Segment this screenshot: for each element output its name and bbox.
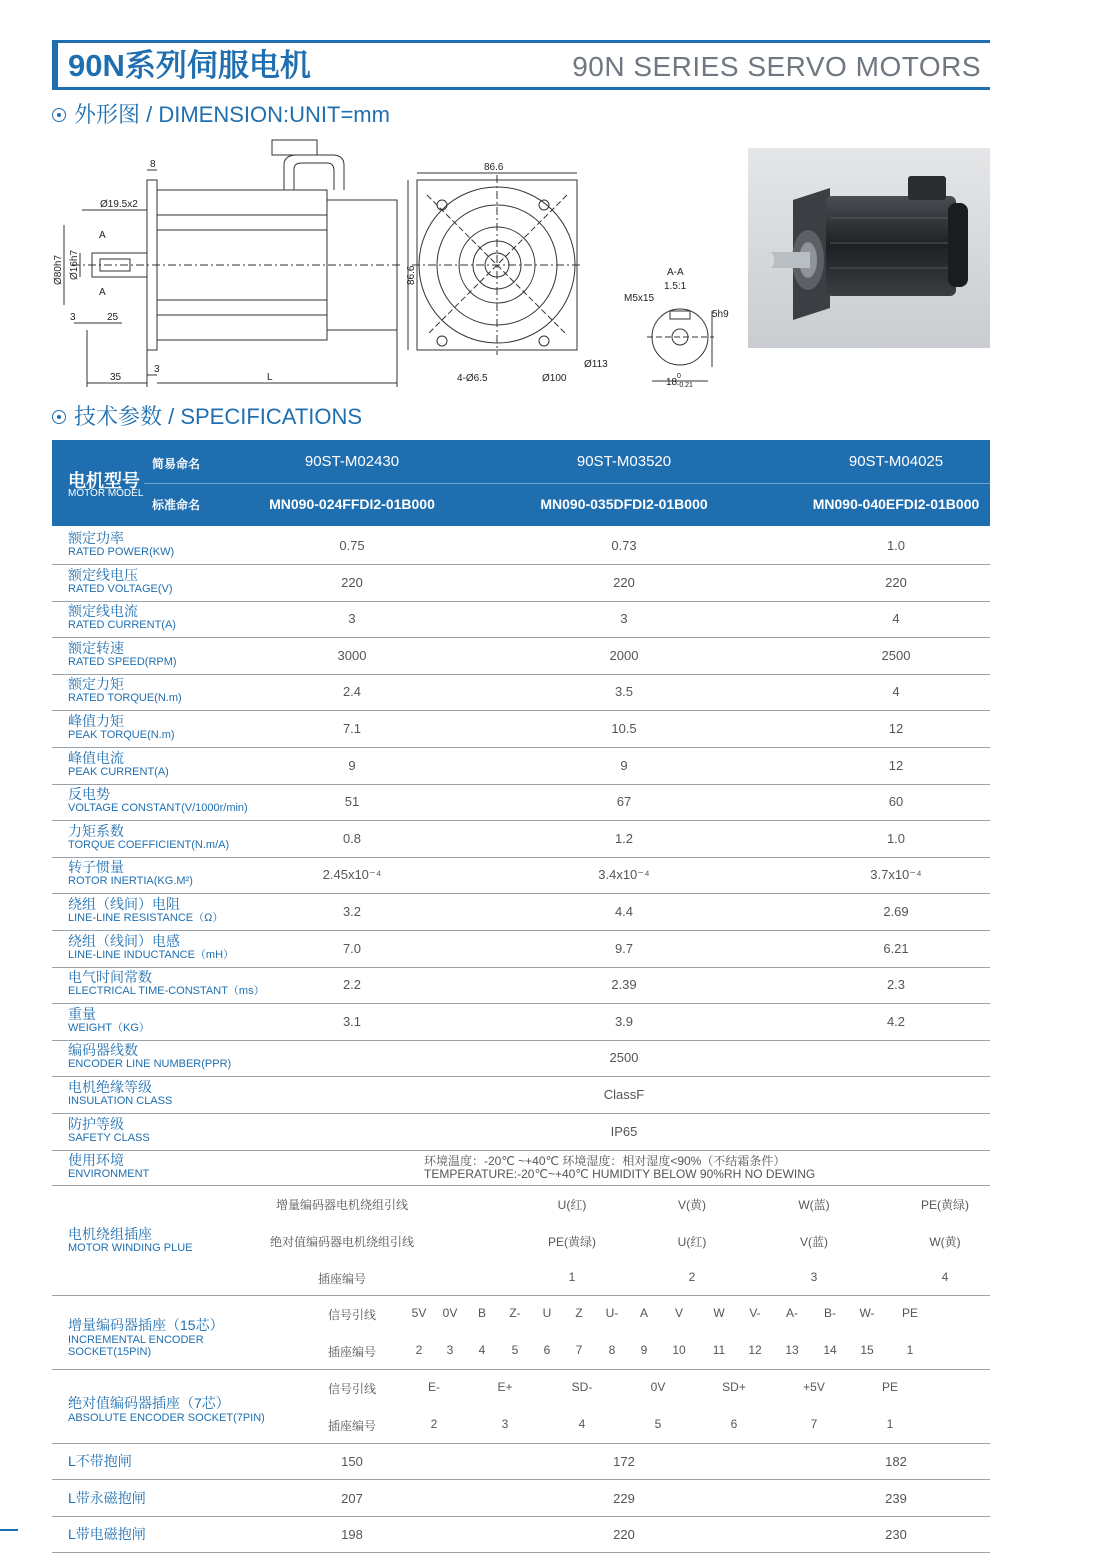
environment-row — [52, 1149, 990, 1186]
spec-value: IP65 — [610, 1124, 638, 1139]
spec-value: 67 — [616, 794, 632, 809]
inc-encoder-label-en2: SOCKET(15PIN) — [68, 1346, 152, 1358]
inc-pin: 5 — [511, 1343, 519, 1357]
pin-label: 插座编号 — [327, 1345, 376, 1359]
inc-pin: 12 — [748, 1343, 762, 1357]
spec-value: 10.5 — [611, 721, 637, 736]
abs-pin: 6 — [730, 1417, 738, 1431]
spec-label-en: PEAK TORQUE(N.m) — [68, 729, 175, 741]
spec-value: 2.3 — [886, 977, 906, 992]
winding-value: U(红) — [557, 1198, 587, 1212]
inc-signal: V- — [749, 1306, 761, 1320]
spec-label-cn: 力矩系数 — [68, 823, 124, 839]
spec-value: 3 — [620, 611, 628, 626]
spec-value: 6.21 — [883, 941, 909, 956]
dim-35: 35 — [110, 372, 122, 383]
spec-label-en: PEAK CURRENT(A) — [68, 766, 169, 778]
section-dimension-title: 外形图 / DIMENSION:UNIT=mm — [74, 102, 390, 127]
winding-value: PE(黄绿) — [920, 1198, 969, 1212]
dim-100: Ø100 — [542, 373, 567, 384]
length-value: 229 — [613, 1491, 635, 1506]
length-value: 230 — [885, 1527, 907, 1542]
winding-sublabel: 增量编码器电机绕组引线 — [275, 1198, 408, 1212]
spec-value: 2.45x10⁻⁴ — [322, 867, 382, 882]
inc-pin: 11 — [712, 1343, 726, 1357]
dim-l: L — [267, 372, 273, 383]
short-name-label: 简易命名 — [152, 457, 201, 471]
dimension-drawing — [52, 135, 742, 395]
spec-value: 9 — [348, 758, 356, 773]
spec-value: ClassF — [603, 1087, 645, 1102]
abs-encoder-row — [52, 1369, 990, 1444]
length-value: 198 — [341, 1527, 363, 1542]
dim-18-upper-tol: 0 — [677, 373, 681, 380]
dim-3b: 3 — [154, 364, 160, 375]
inc-pin: 6 — [543, 1343, 551, 1357]
dim-18-tol: -0.21 — [677, 382, 693, 389]
spec-label-cn: 额定线电压 — [68, 567, 138, 583]
spec-value: 0.8 — [342, 831, 362, 846]
spec-row — [52, 564, 990, 602]
inc-signal: Z- — [509, 1306, 521, 1320]
abs-signal: PE — [881, 1380, 898, 1394]
spec-row — [52, 673, 990, 711]
dim-m5: M5x15 — [624, 293, 655, 304]
spec-value: 3.2 — [342, 904, 362, 919]
inc-signal: U — [542, 1306, 552, 1320]
header-accent-bar — [52, 43, 58, 87]
inc-encoder-row — [52, 1295, 990, 1370]
length-value: 150 — [341, 1454, 363, 1469]
circle-bullet-icon — [52, 108, 66, 122]
spec-label-cn: 编码器线数 — [68, 1042, 138, 1058]
abs-signal: E- — [428, 1380, 440, 1394]
abs-pin: 2 — [430, 1417, 438, 1431]
abs-pin: 3 — [501, 1417, 509, 1431]
page-title-cn: 90N系列伺服电机 — [68, 48, 311, 83]
spec-label-en: INSULATION CLASS — [68, 1095, 173, 1107]
signal-label: 信号引线 — [327, 1382, 376, 1396]
inc-encoder-label-en1: INCREMENTAL ENCODER — [68, 1334, 204, 1346]
winding-label-cn: 电机绕组插座 — [68, 1226, 152, 1242]
dim-86-6-side: 86.6 — [406, 265, 417, 285]
spec-value: 220 — [613, 575, 635, 590]
standard-name-2: MN090-035DFDI2-01B000 — [540, 496, 708, 512]
spec-value: 12 — [888, 721, 904, 736]
signal-label: 信号引线 — [327, 1308, 376, 1322]
pin-label: 插座编号 — [327, 1419, 376, 1433]
spec-row-span — [52, 1113, 990, 1151]
spec-label-cn: 电机绝缘等级 — [68, 1079, 152, 1095]
spec-value: 2.2 — [342, 977, 362, 992]
spec-value: 1.2 — [614, 831, 634, 846]
spec-value: 1.0 — [886, 538, 906, 553]
inc-pin: 1 — [906, 1343, 914, 1357]
spec-row — [52, 1003, 990, 1041]
inc-signal: W- — [859, 1306, 875, 1320]
spec-table-header — [52, 440, 990, 526]
inc-pin: 14 — [823, 1343, 837, 1357]
spec-value: 220 — [341, 575, 363, 590]
spec-label-cn: 额定功率 — [68, 530, 124, 546]
spec-row — [52, 710, 990, 748]
abs-encoder-label-en: ABSOLUTE ENCODER SOCKET(7PIN) — [68, 1412, 265, 1424]
spec-value: 7.0 — [342, 941, 362, 956]
inc-pin: 4 — [478, 1343, 486, 1357]
spec-label-cn: 峰值电流 — [68, 750, 124, 766]
dim-3a: 3 — [70, 312, 76, 323]
spec-label-en: LINE-LINE INDUCTANCE（mH） — [68, 949, 235, 961]
length-value: 172 — [613, 1454, 635, 1469]
spec-row — [52, 527, 990, 565]
winding-value: 4 — [941, 1270, 949, 1284]
spec-value: 9 — [620, 758, 628, 773]
spec-value: 3 — [348, 611, 356, 626]
standard-name-1: MN090-024FFDI2-01B000 — [269, 496, 435, 512]
length-value: 182 — [885, 1454, 907, 1469]
inc-signal: 0V — [442, 1306, 458, 1320]
standard-name-label: 标准命名 — [152, 498, 201, 512]
spec-value: 2.69 — [883, 904, 909, 919]
spec-value: 7.1 — [342, 721, 362, 736]
inc-signal: V — [674, 1306, 683, 1320]
spec-value: 9.7 — [614, 941, 634, 956]
inc-encoder-label-cn: 增量编码器插座（15芯） — [68, 1317, 224, 1333]
spec-label-cn: 绕组（线间）电感 — [68, 933, 180, 949]
inc-signal: PE — [901, 1306, 918, 1320]
dim-19-5: Ø19.5x2 — [100, 199, 138, 210]
spec-label-en: RATED TORQUE(N.m) — [68, 692, 182, 704]
spec-value: 2.39 — [611, 977, 637, 992]
length-value: 220 — [613, 1527, 635, 1542]
spec-label-cn: 绕组（线间）电阻 — [68, 896, 180, 912]
spec-label-en: RATED SPEED(RPM) — [68, 656, 177, 668]
spec-row — [52, 783, 990, 821]
length-value: 207 — [341, 1491, 363, 1506]
abs-signal: SD+ — [722, 1380, 746, 1394]
abs-encoder-label-cn: 绝对值编码器插座（7芯） — [68, 1395, 230, 1411]
length-label: L不带抱闸 — [68, 1453, 132, 1469]
circle-bullet-icon — [52, 410, 66, 424]
inc-signal: Z — [575, 1306, 583, 1320]
length-row — [52, 1480, 990, 1517]
short-name-3: 90ST-M04025 — [848, 453, 944, 470]
dim-a-top: A — [99, 230, 106, 241]
dim-8: 8 — [150, 159, 156, 170]
spec-row — [52, 856, 990, 894]
inc-pin: 2 — [415, 1343, 423, 1357]
spec-label-en: VOLTAGE CONSTANT(V/1000r/min) — [68, 802, 248, 814]
abs-signal: +5V — [803, 1380, 825, 1394]
spec-value: 1.0 — [886, 831, 906, 846]
spec-value: 51 — [344, 794, 360, 809]
header-top-rule — [52, 40, 990, 43]
spec-label-en: RATED VOLTAGE(V) — [68, 583, 173, 595]
dim-80: Ø80h7 — [53, 254, 64, 285]
dim-section-aa: A-A — [667, 267, 684, 278]
spec-value: 4.4 — [614, 904, 634, 919]
inc-signal: B- — [824, 1306, 836, 1320]
length-row — [52, 1443, 990, 1480]
spec-row — [52, 966, 990, 1004]
abs-pin: 7 — [810, 1417, 818, 1431]
spec-label-en: RATED CURRENT(A) — [68, 619, 176, 631]
winding-label-en: MOTOR WINDING PLUE — [68, 1242, 193, 1254]
inc-pin: 15 — [860, 1343, 874, 1357]
length-row — [52, 1516, 990, 1553]
length-label: L带电磁抱闸 — [68, 1526, 146, 1542]
spec-label-cn: 额定力矩 — [68, 676, 124, 692]
dim-18: 18 — [666, 377, 678, 388]
spec-value: 60 — [888, 794, 904, 809]
spec-row — [52, 820, 990, 858]
winding-value: U(红) — [677, 1235, 707, 1249]
spec-label-cn: 峰值力矩 — [68, 713, 124, 729]
short-name-1: 90ST-M02430 — [304, 453, 400, 470]
inc-signal: 5V — [411, 1306, 427, 1320]
inc-signal: A — [639, 1306, 648, 1320]
motor-photo — [748, 148, 990, 348]
section-specs — [52, 403, 362, 431]
spec-label-en: SAFETY CLASS — [68, 1132, 150, 1144]
spec-value: 3.7x10⁻⁴ — [870, 867, 922, 882]
dim-5h9: 5h9 — [712, 309, 729, 320]
spec-label-cn: 转子惯量 — [68, 859, 124, 875]
spec-label-en: ROTOR INERTIA(KG.M²) — [68, 875, 193, 887]
spec-label-cn: 额定线电流 — [68, 603, 138, 619]
spec-value: 4 — [892, 684, 900, 699]
winding-value: 3 — [810, 1270, 818, 1284]
spec-value: 2000 — [609, 648, 639, 663]
spec-value: 3.9 — [614, 1014, 634, 1029]
spec-row — [52, 930, 990, 968]
winding-value: PE(黄绿) — [547, 1235, 596, 1249]
spec-label-en: RATED POWER(KW) — [68, 546, 175, 558]
spec-label-en: ELECTRICAL TIME-CONSTANT（ms） — [68, 985, 265, 997]
inc-signal: A- — [786, 1306, 798, 1320]
spec-value: 3.1 — [342, 1014, 362, 1029]
winding-sublabel: 插座编号 — [317, 1272, 366, 1286]
margin-tick — [0, 1529, 18, 1531]
spec-row-span — [52, 1076, 990, 1114]
abs-pin: 1 — [886, 1417, 894, 1431]
winding-sublabel: 绝对值编码器电机绕组引线 — [269, 1235, 414, 1249]
spec-label-en: TORQUE COEFFICIENT(N.m/A) — [68, 839, 230, 851]
winding-value: 1 — [568, 1270, 576, 1284]
spec-value: 0.75 — [339, 538, 365, 553]
winding-row — [52, 1185, 990, 1296]
length-value: 239 — [885, 1491, 907, 1506]
winding-value: 2 — [688, 1270, 696, 1284]
inc-signal: W — [713, 1306, 725, 1320]
spec-row — [52, 747, 990, 785]
page-title-en: 90N SERIES SERVO MOTORS — [572, 51, 981, 82]
inc-signal: U- — [605, 1306, 619, 1320]
spec-row-span — [52, 1039, 990, 1077]
inc-pin: 8 — [608, 1343, 616, 1357]
dim-scale: 1.5:1 — [664, 281, 687, 292]
section-dimension — [52, 101, 390, 129]
abs-signal: 0V — [650, 1380, 666, 1394]
spec-row — [52, 600, 990, 638]
dim-113: Ø113 — [584, 359, 608, 370]
dim-25: 25 — [107, 312, 119, 323]
dim-16: Ø16h7 — [69, 249, 80, 280]
spec-value: 2500 — [881, 648, 911, 663]
winding-value: W(黄) — [929, 1235, 961, 1249]
environment-label-en: ENVIRONMENT — [68, 1168, 150, 1180]
winding-value: V(黄) — [678, 1198, 706, 1212]
abs-pin: 4 — [578, 1417, 586, 1431]
spec-label-cn: 额定转速 — [68, 640, 124, 656]
spec-label-en: WEIGHT（KG） — [68, 1022, 150, 1034]
header-bottom-rule — [52, 87, 990, 90]
inc-pin: 3 — [446, 1343, 454, 1357]
winding-value: W(蓝) — [798, 1198, 830, 1212]
spec-value: 4.2 — [886, 1014, 906, 1029]
motor-model-en: MOTOR MODEL — [68, 488, 144, 499]
winding-value: V(蓝) — [800, 1235, 828, 1249]
environment-line-2: TEMPERATURE:-20℃~+40℃ HUMIDITY BELOW 90%RH NO DEWING — [424, 1167, 816, 1181]
spec-value: 3000 — [337, 648, 367, 663]
spec-value: 220 — [885, 575, 907, 590]
spec-value: 2.4 — [342, 684, 362, 699]
inc-pin: 9 — [640, 1343, 648, 1357]
dim-86-6-top: 86.6 — [484, 162, 504, 173]
spec-label-en: LINE-LINE RESISTANCE（Ω） — [68, 912, 224, 924]
dim-4-holes: 4-Ø6.5 — [457, 373, 488, 384]
abs-signal: E+ — [497, 1380, 513, 1394]
spec-label-cn: 电气时间常数 — [68, 969, 152, 985]
dim-a-bottom: A — [99, 287, 106, 298]
standard-name-3: MN090-040EFDI2-01B000 — [812, 496, 980, 512]
spec-value: 3.5 — [614, 684, 634, 699]
spec-value: 0.73 — [611, 538, 637, 553]
motor-model-cn: 电机型号 — [68, 471, 140, 491]
inc-pin: 7 — [575, 1343, 583, 1357]
environment-label-cn: 使用环境 — [68, 1152, 124, 1168]
inc-pin: 13 — [785, 1343, 799, 1357]
inc-signal: B — [477, 1306, 486, 1320]
short-name-2: 90ST-M03520 — [576, 453, 672, 470]
section-specs-title: 技术参数 / SPECIFICATIONS — [74, 404, 363, 429]
spec-row — [52, 637, 990, 675]
spec-label-cn: 重量 — [68, 1006, 96, 1022]
spec-value: 2500 — [609, 1050, 639, 1065]
abs-signal: SD- — [571, 1380, 593, 1394]
spec-label-cn: 反电势 — [68, 786, 110, 802]
header-divider — [144, 483, 990, 484]
spec-value: 4 — [892, 611, 900, 626]
spec-value: 3.4x10⁻⁴ — [598, 867, 650, 882]
spec-label-en: ENCODER LINE NUMBER(PPR) — [68, 1058, 232, 1070]
length-label: L带永磁抱闸 — [68, 1490, 146, 1506]
spec-value: 12 — [888, 758, 904, 773]
abs-pin: 5 — [654, 1417, 662, 1431]
spec-row — [52, 893, 990, 931]
spec-label-cn: 防护等级 — [68, 1116, 124, 1132]
environment-line-1: 环境温度：-20℃ ~+40℃ 环境湿度：相对湿度<90%（不结霜条件） — [424, 1154, 786, 1168]
inc-pin: 10 — [672, 1343, 686, 1357]
